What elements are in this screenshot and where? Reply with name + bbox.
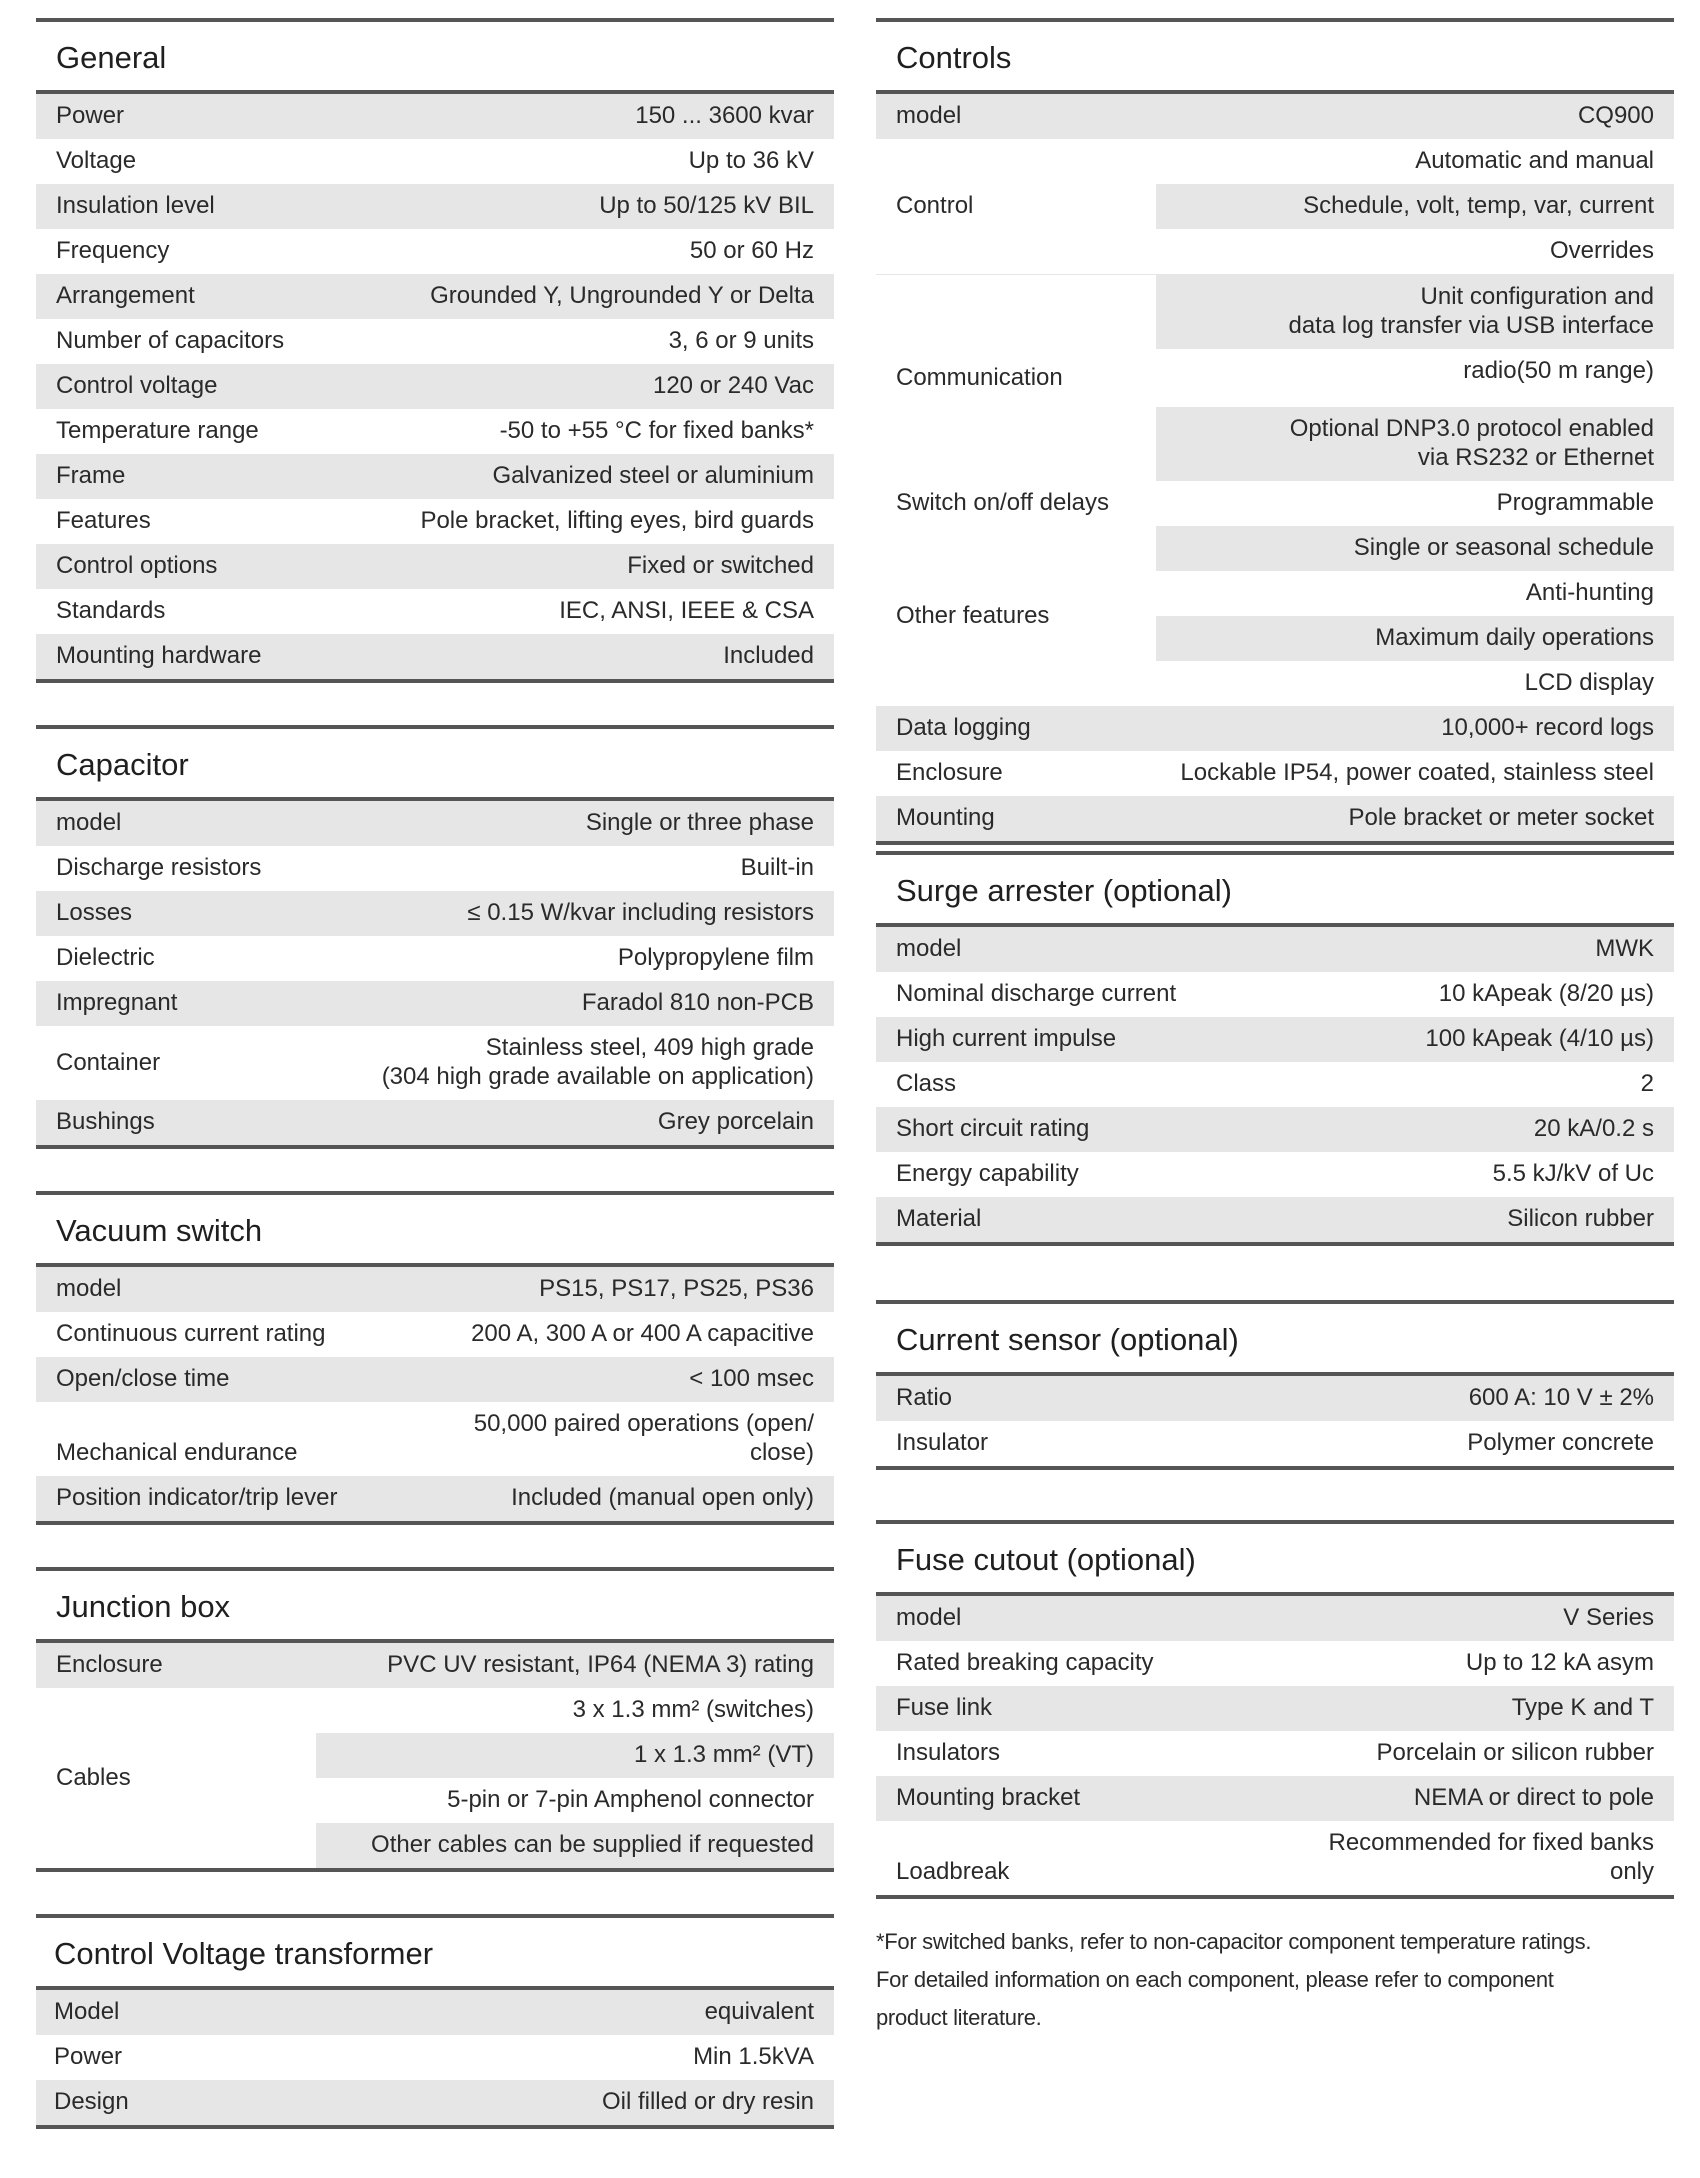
table-row bbox=[876, 1062, 1674, 1107]
capacitor-title: Capacitor bbox=[36, 729, 834, 801]
spec-value-line: (304 high grade available on application) bbox=[381, 1063, 814, 1090]
spec-label: Frame bbox=[36, 454, 316, 499]
vacuum-switch-table bbox=[36, 1267, 834, 1525]
spec-value-text: Optional DNP3.0 protocol enabled bbox=[1289, 415, 1654, 442]
fuse-section bbox=[876, 1520, 1674, 1899]
spec-label: Mounting hardware bbox=[36, 634, 316, 681]
table-row bbox=[36, 891, 834, 936]
spec-label: Losses bbox=[36, 891, 316, 936]
spec-label: Other features bbox=[896, 601, 1050, 629]
spec-label: Short circuit rating bbox=[876, 1107, 1196, 1152]
general-title: General bbox=[36, 22, 834, 94]
spec-value-line bbox=[1156, 349, 1674, 407]
spec-value: Programmable bbox=[1496, 489, 1654, 516]
spec-value-group bbox=[1156, 526, 1674, 706]
spec-value-line: 5-pin or 7-pin Amphenol connector bbox=[447, 1786, 814, 1813]
spec-label: Number of capacitors bbox=[56, 327, 285, 354]
footnote bbox=[876, 1923, 1674, 2037]
cvt-section bbox=[36, 1914, 834, 2129]
spec-label: Mounting bbox=[876, 796, 1156, 843]
spec-value-line: 3 x 1.3 mm² (switches) bbox=[572, 1696, 814, 1723]
spec-label: Standards bbox=[56, 597, 166, 624]
spec-value-line: only bbox=[1609, 1858, 1654, 1885]
spec-label: Model bbox=[36, 1990, 314, 2035]
junction-box-title: Junction box bbox=[36, 1571, 834, 1643]
table-row bbox=[36, 319, 834, 364]
capacitor-section bbox=[36, 725, 834, 1149]
table-row bbox=[36, 274, 834, 319]
spec-label: Cables bbox=[56, 1763, 131, 1791]
spec-value: MWK bbox=[1196, 927, 1674, 972]
surge-table bbox=[876, 927, 1674, 1246]
spec-label: model bbox=[36, 1267, 357, 1312]
surge-title: Surge arrester (optional) bbox=[876, 855, 1674, 927]
spec-value: 5.5 kJ/kV of Uc bbox=[1492, 1160, 1654, 1187]
left-column bbox=[36, 18, 834, 2171]
spec-label: Mechanical endurance bbox=[56, 1439, 298, 1466]
table-row bbox=[36, 846, 834, 891]
table-row bbox=[876, 1641, 1674, 1686]
spec-label: Position indicator/trip lever bbox=[36, 1476, 357, 1523]
spec-label: Switch on/off delays bbox=[896, 489, 1110, 516]
spec-value-group bbox=[316, 1688, 834, 1870]
footnote-line: product literature. bbox=[876, 2005, 1042, 2030]
spec-value: Oil filled or dry resin bbox=[314, 2080, 834, 2127]
spec-value-line: LCD display bbox=[1524, 669, 1654, 696]
spec-label: Insulator bbox=[896, 1429, 989, 1456]
spec-value: CQ900 bbox=[1156, 94, 1674, 139]
spec-value-line: Overrides bbox=[1549, 237, 1654, 264]
table-row bbox=[876, 1821, 1674, 1897]
cvt-table bbox=[36, 1990, 834, 2129]
spec-value: Pole bracket, lifting eyes, bird guards bbox=[420, 507, 814, 534]
spec-label: Control voltage bbox=[36, 364, 316, 409]
spec-label: High current impulse bbox=[876, 1017, 1196, 1062]
spec-value: PVC UV resistant, IP64 (NEMA 3) rating bbox=[316, 1643, 834, 1688]
spec-label: Enclosure bbox=[896, 759, 1003, 786]
spec-label: Control options bbox=[36, 544, 316, 589]
table-row bbox=[36, 2035, 834, 2080]
table-row bbox=[876, 972, 1674, 1017]
spec-label: Data logging bbox=[876, 706, 1156, 751]
spec-value: ≤ 0.15 W/kvar including resistors bbox=[316, 891, 834, 936]
spec-value-line bbox=[1156, 407, 1674, 481]
right-column bbox=[876, 18, 1674, 2037]
vacuum-switch-title: Vacuum switch bbox=[36, 1195, 834, 1267]
table-row bbox=[876, 1152, 1674, 1197]
controls-title: Controls bbox=[876, 22, 1674, 94]
table-row bbox=[36, 801, 834, 846]
spec-label: Discharge resistors bbox=[56, 854, 262, 881]
table-row bbox=[36, 1643, 834, 1688]
table-row bbox=[876, 1107, 1674, 1152]
spec-value: Built-in bbox=[740, 854, 814, 881]
table-row bbox=[36, 634, 834, 681]
spec-value-line: Schedule, volt, temp, var, current bbox=[1156, 184, 1674, 229]
spec-label: Impregnant bbox=[36, 981, 316, 1026]
spec-value-line: Single or seasonal schedule bbox=[1156, 526, 1674, 571]
spec-value: Included bbox=[316, 634, 834, 681]
table-row bbox=[36, 589, 834, 634]
spec-value bbox=[357, 1402, 834, 1476]
table-row bbox=[36, 1267, 834, 1312]
spec-value: Included (manual open only) bbox=[357, 1476, 834, 1523]
spec-label: Voltage bbox=[56, 147, 137, 174]
table-row bbox=[36, 1990, 834, 2035]
spec-value: 20 kA/0.2 s bbox=[1196, 1107, 1674, 1152]
spec-value-line: Stainless steel, 409 high grade bbox=[485, 1034, 814, 1061]
table-row bbox=[36, 454, 834, 499]
spec-label: Power bbox=[36, 94, 316, 139]
spec-value-line: 1 x 1.3 mm² (VT) bbox=[316, 1733, 834, 1778]
spec-label: Insulators bbox=[896, 1739, 1001, 1766]
table-row bbox=[36, 1688, 834, 1870]
spec-value: -50 to +55 °C for fixed banks* bbox=[499, 417, 814, 444]
table-row bbox=[876, 481, 1674, 526]
spec-value: Faradol 810 non-PCB bbox=[316, 981, 834, 1026]
spec-label: Dielectric bbox=[56, 944, 155, 971]
vacuum-switch-section bbox=[36, 1191, 834, 1525]
table-row bbox=[36, 1402, 834, 1476]
spec-label: Control bbox=[896, 192, 974, 219]
table-row bbox=[876, 706, 1674, 751]
sensor-title: Current sensor (optional) bbox=[876, 1304, 1674, 1376]
spec-value: Polymer concrete bbox=[1467, 1429, 1654, 1456]
spec-value: < 100 msec bbox=[357, 1357, 834, 1402]
spec-value: Silicon rubber bbox=[1196, 1197, 1674, 1244]
spec-value: 600 A: 10 V ± 2% bbox=[1156, 1376, 1674, 1421]
footnote-line: For detailed information on each component, please refer to component bbox=[876, 1967, 1554, 1992]
spec-label: Bushings bbox=[36, 1100, 316, 1147]
spec-value: Grounded Y, Ungrounded Y or Delta bbox=[316, 274, 834, 319]
spec-value: 100 kApeak (4/10 µs) bbox=[1196, 1017, 1674, 1062]
junction-box-table bbox=[36, 1643, 834, 1872]
table-row bbox=[36, 139, 834, 184]
spec-value-text: via RS232 or Ethernet bbox=[1417, 444, 1654, 471]
spec-value: 10,000+ record logs bbox=[1156, 706, 1674, 751]
spec-label: Loadbreak bbox=[896, 1858, 1010, 1885]
table-row bbox=[36, 1312, 834, 1357]
cvt-title: Control Voltage transformer bbox=[36, 1918, 834, 1990]
spec-value: 3, 6 or 9 units bbox=[668, 327, 814, 354]
spec-value: Up to 12 kA asym bbox=[1465, 1649, 1654, 1676]
spec-value: Lockable IP54, power coated, stainless steel bbox=[1180, 759, 1654, 786]
table-row bbox=[36, 94, 834, 139]
table-row bbox=[36, 184, 834, 229]
spec-value-text: Unit configuration and bbox=[1420, 283, 1654, 310]
spec-label: Energy capability bbox=[896, 1160, 1079, 1187]
spec-value: PS15, PS17, PS25, PS36 bbox=[357, 1267, 834, 1312]
table-row bbox=[876, 275, 1674, 482]
table-row bbox=[36, 1026, 834, 1100]
spec-label: Material bbox=[876, 1197, 1196, 1244]
spec-value: NEMA or direct to pole bbox=[1173, 1776, 1674, 1821]
table-row bbox=[36, 2080, 834, 2127]
spec-label: Design bbox=[36, 2080, 314, 2127]
table-row bbox=[876, 1731, 1674, 1776]
spec-value-line: Other cables can be supplied if requested bbox=[316, 1823, 834, 1868]
controls-section bbox=[876, 18, 1674, 845]
spec-value: 200 A, 300 A or 400 A capacitive bbox=[471, 1320, 814, 1347]
spec-label: Power bbox=[54, 2043, 123, 2070]
spec-value: Polypropylene film bbox=[617, 944, 814, 971]
capacitor-table bbox=[36, 801, 834, 1149]
spec-label: Insulation level bbox=[36, 184, 316, 229]
spec-value-line bbox=[1156, 275, 1674, 349]
general-table bbox=[36, 94, 834, 683]
spec-label: model bbox=[876, 1596, 1173, 1641]
spec-value bbox=[316, 1026, 834, 1100]
table-row bbox=[36, 981, 834, 1026]
table-row bbox=[36, 364, 834, 409]
spec-value-text: radio(50 m range) bbox=[1463, 357, 1654, 384]
spec-label: Features bbox=[56, 507, 151, 534]
spec-label: Communication bbox=[896, 363, 1063, 391]
spec-value: 120 or 240 Vac bbox=[316, 364, 834, 409]
table-row bbox=[876, 927, 1674, 972]
spec-label: Rated breaking capacity bbox=[896, 1649, 1154, 1676]
table-row bbox=[36, 544, 834, 589]
spec-label: Enclosure bbox=[36, 1643, 316, 1688]
spec-value-group bbox=[1156, 275, 1674, 482]
table-row bbox=[36, 1100, 834, 1147]
table-row bbox=[876, 1197, 1674, 1244]
table-row bbox=[36, 229, 834, 274]
spec-label: model bbox=[876, 94, 1156, 139]
controls-table bbox=[876, 94, 1674, 845]
spec-value bbox=[1173, 1821, 1674, 1897]
spec-label: Nominal discharge current bbox=[896, 980, 1177, 1007]
table-row bbox=[36, 936, 834, 981]
table-row bbox=[876, 1776, 1674, 1821]
spec-label: Ratio bbox=[876, 1376, 1156, 1421]
table-row bbox=[876, 94, 1674, 139]
spec-value: 150 ... 3600 kvar bbox=[316, 94, 834, 139]
spec-value-line: 50,000 paired operations (open/ bbox=[473, 1410, 814, 1437]
spec-value: 10 kApeak (8/20 µs) bbox=[1438, 980, 1654, 1007]
spec-value: Min 1.5kVA bbox=[693, 2043, 814, 2070]
spec-value: V Series bbox=[1173, 1596, 1674, 1641]
surge-section bbox=[876, 851, 1674, 1246]
table-row bbox=[36, 1357, 834, 1402]
spec-value-line: close) bbox=[749, 1439, 814, 1466]
spec-value-line: Anti-hunting bbox=[1525, 579, 1654, 606]
spec-value-line: Automatic and manual bbox=[1415, 147, 1654, 174]
table-row bbox=[876, 1017, 1674, 1062]
table-row bbox=[36, 409, 834, 454]
spec-value: Type K and T bbox=[1173, 1686, 1674, 1731]
spec-value: Fixed or switched bbox=[316, 544, 834, 589]
spec-value-text: data log transfer via USB interface bbox=[1288, 312, 1654, 339]
table-row bbox=[876, 139, 1674, 275]
spec-value: Single or three phase bbox=[316, 801, 834, 846]
spec-value: Up to 50/125 kV BIL bbox=[316, 184, 834, 229]
footnote-line: *For switched banks, refer to non-capacitor component temperature ratings. bbox=[876, 1929, 1592, 1954]
table-row bbox=[876, 751, 1674, 796]
spec-label: Arrangement bbox=[36, 274, 316, 319]
spec-value: Up to 36 kV bbox=[688, 147, 814, 174]
spec-value: IEC, ANSI, IEEE & CSA bbox=[559, 597, 814, 624]
general-section bbox=[36, 18, 834, 683]
table-row bbox=[36, 499, 834, 544]
spec-label: Continuous current rating bbox=[56, 1320, 326, 1347]
junction-box-section bbox=[36, 1567, 834, 1872]
table-row bbox=[876, 796, 1674, 843]
spec-label: Open/close time bbox=[36, 1357, 357, 1402]
spec-value: Grey porcelain bbox=[316, 1100, 834, 1147]
table-row bbox=[876, 1686, 1674, 1731]
spec-value-line: Maximum daily operations bbox=[1156, 616, 1674, 661]
sensor-section bbox=[876, 1300, 1674, 1470]
spec-value: 2 bbox=[1640, 1070, 1654, 1097]
spec-value: Porcelain or silicon rubber bbox=[1376, 1739, 1654, 1766]
spec-value: equivalent bbox=[314, 1990, 834, 2035]
spec-label: Temperature range bbox=[56, 417, 259, 444]
spec-label: Mounting bracket bbox=[876, 1776, 1173, 1821]
table-row bbox=[876, 526, 1674, 706]
spec-label: Fuse link bbox=[876, 1686, 1173, 1731]
spec-value-line: Recommended for fixed banks bbox=[1328, 1829, 1654, 1856]
fuse-table bbox=[876, 1596, 1674, 1899]
spec-value: Galvanized steel or aluminium bbox=[316, 454, 834, 499]
fuse-title: Fuse cutout (optional) bbox=[876, 1524, 1674, 1596]
table-row bbox=[876, 1376, 1674, 1421]
spec-value: 50 or 60 Hz bbox=[689, 237, 814, 264]
spec-label: model bbox=[36, 801, 316, 846]
spec-label: Class bbox=[896, 1070, 957, 1097]
spec-label: Frequency bbox=[56, 237, 170, 264]
table-row bbox=[876, 1596, 1674, 1641]
table-row bbox=[36, 1476, 834, 1523]
spec-label: Container bbox=[56, 1048, 161, 1076]
sensor-table bbox=[876, 1376, 1674, 1470]
spec-label: model bbox=[876, 927, 1196, 972]
spec-value: Pole bracket or meter socket bbox=[1156, 796, 1674, 843]
spec-value-group bbox=[1156, 139, 1674, 275]
table-row bbox=[876, 1421, 1674, 1468]
